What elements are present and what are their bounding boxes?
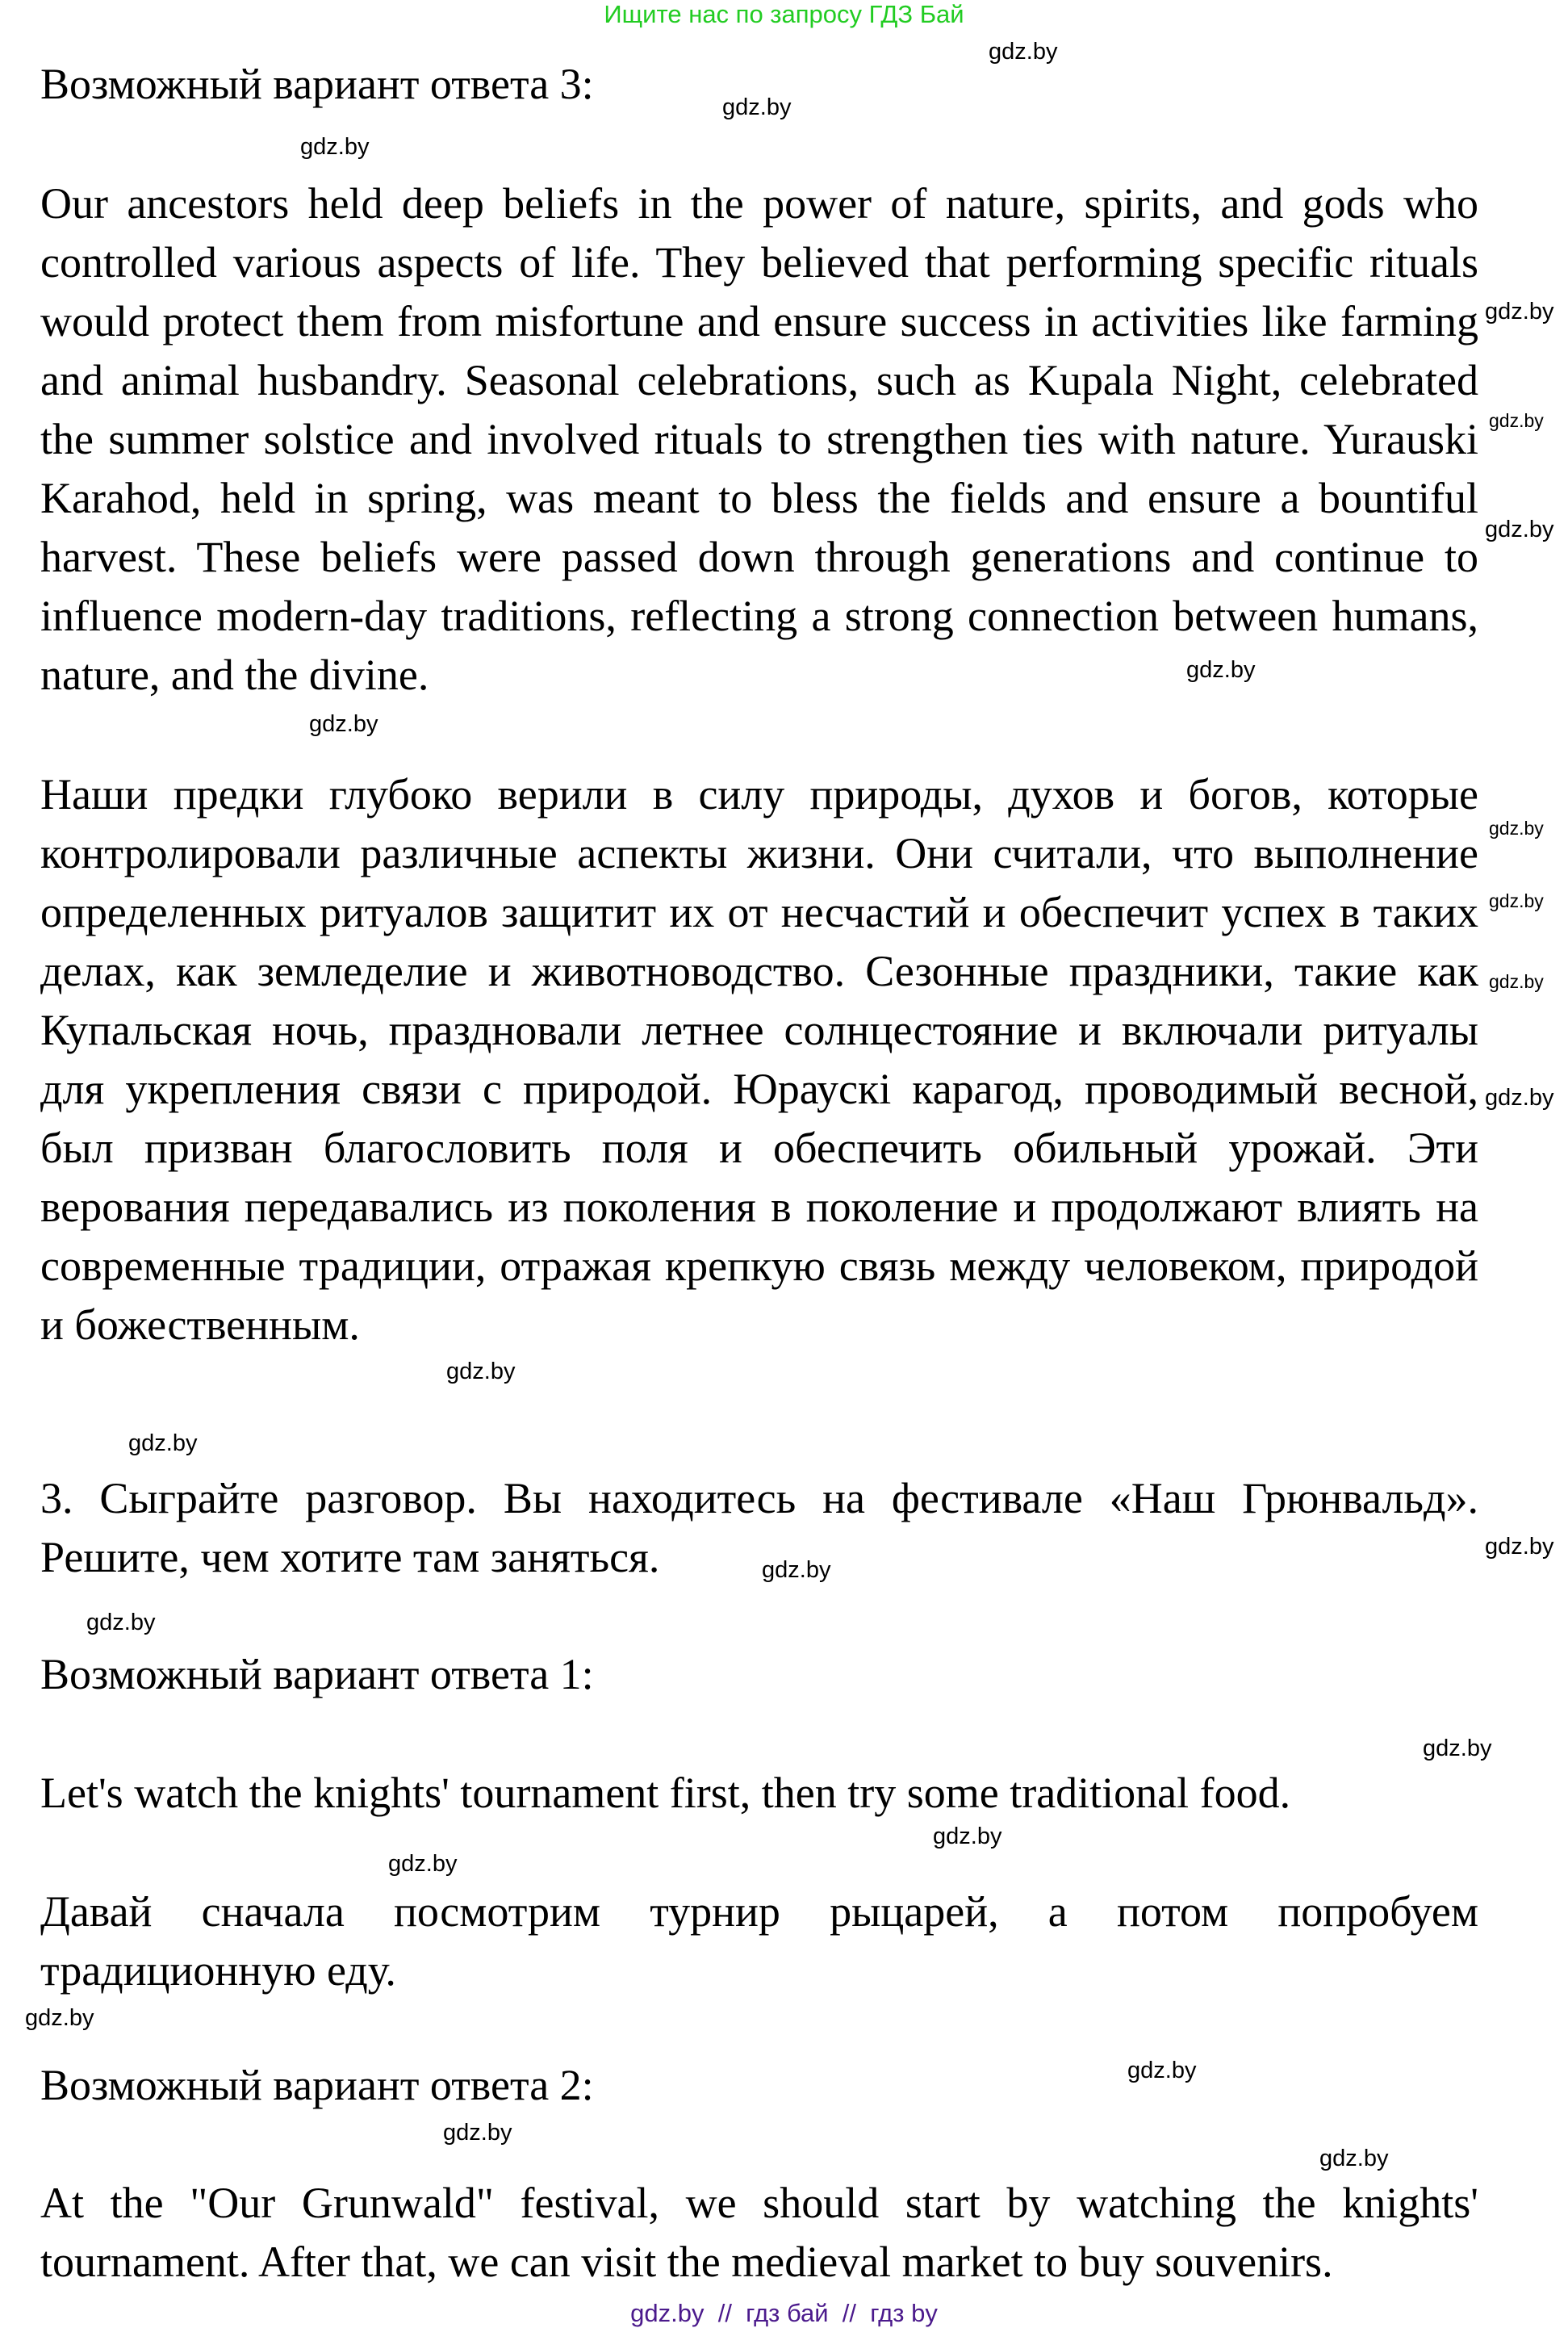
watermark: gdz.by <box>86 1610 156 1635</box>
watermark: gdz.by <box>1423 1736 1492 1761</box>
watermark: gdz.by <box>1489 971 1544 992</box>
watermark: gdz.by <box>25 2005 94 2031</box>
variant1-russian: Давай сначала посмотрим турнир рыцарей, а потом попробуем традиционную еду. <box>40 1887 1478 1995</box>
watermark: gdz.by <box>388 1851 458 1877</box>
footer-links[interactable]: gdz.by // гдз бай // гдз by <box>630 2299 938 2327</box>
watermark: gdz.by <box>1485 299 1554 324</box>
watermark: gdz.by <box>1127 2058 1197 2083</box>
search-banner[interactable]: Ищите нас по запросу ГДЗ Бай <box>604 0 964 28</box>
watermark: gdz.by <box>762 1557 831 1583</box>
watermark: gdz.by <box>933 1823 1002 1849</box>
watermark: gdz.by <box>128 1430 198 1456</box>
variant1-heading: Возможный вариант ответа 1: <box>40 1650 594 1698</box>
variant2-english: At the "Our Grunwald" festival, we should start by watching the knights' tournament. After that, we can visit the medieval market to buy souvenirs. <box>40 2179 1478 2286</box>
variant2-heading: Возможный вариант ответа 2: <box>40 2061 594 2109</box>
variant1-english: Let's watch the knights' tournament first, then try some traditional food. <box>40 1769 1291 1817</box>
variant3-russian-paragraph: Наши предки глубоко верили в силу природы, духов и богов, которые контролировали различные аспекты жизни. Они считали, что выполнение определенных ритуалов защитит их от несчастий и обеспечит успех в таких делах, как земледелие и животноводство. Сезонные праздники, такие как Купальская ночь, праздновали летнее солнцестояние и включали ритуалы для укрепления связи с природой. Юраускі карагод, проводимый весной, был призван благословить поля и обеспечить обильный урожай. Эти верования передавались из поколения в поколение и продолжают влиять на современные традиции, отражая крепкую связь между человеком, природой и божественным. <box>40 770 1478 1349</box>
watermark: gdz.by <box>1319 2146 1389 2171</box>
variant3-english-paragraph: Our ancestors held deep beliefs in the power of nature, spirits, and gods who controlled various aspects of life. They believed that performing specific rituals would protect them from misfortune and ensure success in activities like farming and animal husbandry. Seasonal celebrations, such as Kupala Night, celebrated the summer solstice and involved rituals to strengthen ties with nature. Yurauski Karahod, held in spring, was meant to bless the fields and ensure a bountiful harvest. These beliefs were passed down through generations and continue to influence modern-day traditions, reflecting a strong connection between humans, nature, and the divine. <box>40 179 1478 699</box>
watermark: gdz.by <box>1485 517 1554 542</box>
watermark: gdz.by <box>443 2120 512 2146</box>
watermark: gdz.by <box>446 1359 516 1384</box>
watermark: gdz.by <box>722 94 792 120</box>
watermark: gdz.by <box>1186 657 1256 683</box>
task-3-instruction: 3. Сыграйте разговор. Вы находитесь на фестивале «Наш Грюнвальд». Решите, чем хотите там заняться. <box>40 1474 1478 1581</box>
watermark: gdz.by <box>309 711 378 737</box>
variant3-heading: Возможный вариант ответа 3: <box>40 60 594 108</box>
watermark: gdz.by <box>1489 410 1544 431</box>
watermark: gdz.by <box>1489 818 1544 839</box>
watermark: gdz.by <box>989 39 1058 65</box>
watermark: gdz.by <box>1485 1534 1554 1560</box>
watermark: gdz.by <box>300 134 370 160</box>
watermark: gdz.by <box>1489 890 1544 911</box>
watermark: gdz.by <box>1485 1085 1554 1111</box>
